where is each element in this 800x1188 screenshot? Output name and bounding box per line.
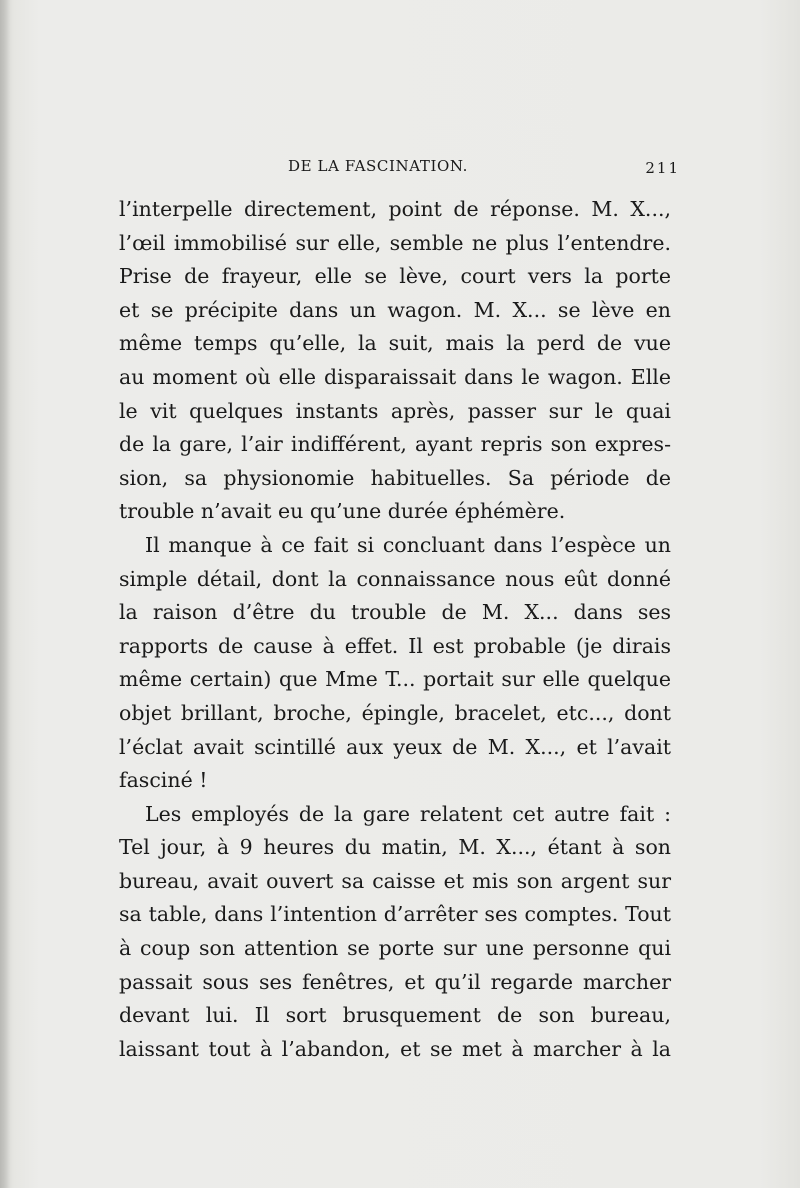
text-line: le vit quelques instants après, passer sur le quai: [119, 398, 671, 423]
text-line: à coup son attention se porte sur une personne qui: [119, 936, 671, 961]
text-line: trouble n’avait eu qu’une durée éphémère.: [119, 499, 566, 524]
paragraph-start-line: Les employés de la gare relatent cet autre fait :: [145, 801, 671, 826]
text-line: sa table, dans l’intention d’arrêter ses comptes. Tout: [119, 902, 671, 927]
text-line: passait sous ses fenêtres, et qu’il regarde marcher: [119, 969, 671, 994]
text-line: Prise de frayeur, elle se lève, court vers la porte: [119, 264, 671, 289]
text-line: au moment où elle disparaissait dans le wagon. Elle: [119, 364, 671, 389]
text-line: l’éclat avait scintillé aux yeux de M. X..., et l’avait: [119, 734, 671, 759]
text-line: simple détail, dont la connaissance nous eût donné: [119, 566, 671, 591]
text-line: l’interpelle directement, point de réponse. M. X...,: [119, 197, 671, 221]
text-line: même temps qu’elle, la suit, mais la perd de vue: [119, 331, 671, 356]
text-line: même certain) que Mme T... portait sur elle quelque: [119, 667, 671, 692]
page-number: 211: [645, 159, 680, 177]
text-line: l’œil immobilisé sur elle, semble ne plus l’entendre.: [119, 230, 671, 255]
spine-shadow: [0, 0, 10, 1188]
text-line: fasciné !: [119, 768, 208, 793]
text-line: objet brillant, broche, épingle, bracelet, etc..., dont: [119, 700, 671, 725]
text-line: rapports de cause à effet. Il est probable (je dirais: [119, 633, 671, 658]
body-text: [119, 193, 671, 1066]
running-head: [120, 157, 680, 181]
paragraph-start-line: Il manque à ce fait si concluant dans l’espèce un: [145, 532, 671, 557]
text-line: et se précipite dans un wagon. M. X... se lève en: [119, 297, 671, 322]
text-line: sion, sa physionomie habituelles. Sa période de: [119, 465, 671, 490]
text-line: bureau, avait ouvert sa caisse et mis son argent sur: [119, 868, 671, 893]
running-title: DE LA FASCINATION.: [288, 157, 469, 175]
text-line: la raison d’être du trouble de M. X... dans ses: [119, 600, 671, 625]
text-line: Tel jour, à 9 heures du matin, M. X..., étant à son: [119, 835, 671, 860]
text-line: laissant tout à l’abandon, et se met à marcher à la: [119, 1036, 671, 1061]
text-line: devant lui. Il sort brusquement de son bureau,: [119, 1003, 671, 1028]
text-line: de la gare, l’air indifférent, ayant repris son expres-: [119, 432, 671, 457]
